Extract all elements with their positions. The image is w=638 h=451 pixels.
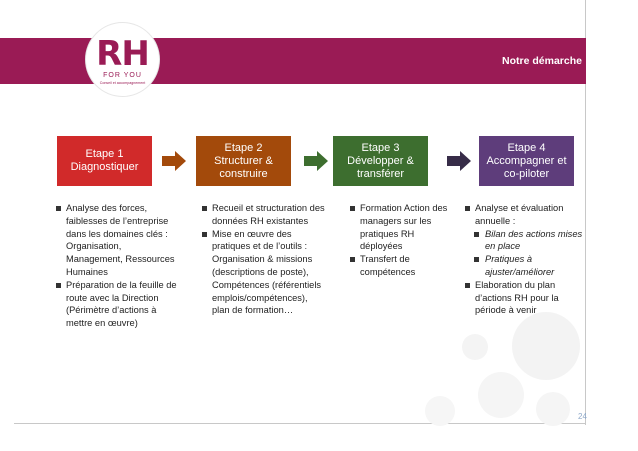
text-line: annuelle :: [475, 215, 516, 226]
text-line: Mise en œuvre des: [212, 228, 292, 239]
text-line: faiblesses de l’entreprise: [66, 215, 169, 226]
slide-title: Notre démarche: [502, 55, 582, 67]
bullet-square-icon: [202, 206, 207, 211]
text-line: ajuster/améliorer: [485, 266, 555, 277]
decorative-circle: [425, 396, 455, 426]
text-line: Humaines: [66, 266, 108, 277]
text-line: période à venir: [475, 305, 537, 316]
text-line: Bilan des actions mises: [485, 228, 583, 239]
sub-bullet-item: [465, 228, 583, 254]
text-line: déployées: [360, 241, 403, 252]
page-number: 24: [578, 412, 587, 421]
bullet-item: [56, 279, 192, 330]
text-line: Préparation de la feuille de: [66, 279, 177, 290]
text-line: Recueil et structuration des: [212, 203, 325, 213]
text-line: Management, Ressources: [66, 254, 175, 265]
step-3-box: [333, 136, 428, 186]
decorative-circle: [478, 372, 524, 418]
arrow-right-icon: [447, 151, 471, 171]
text-line: compétences: [360, 266, 416, 277]
bullet-square-icon: [56, 206, 61, 211]
text-line: Analyse des forces,: [66, 203, 148, 213]
step-4-line2: Accompagner et: [486, 154, 567, 167]
step-2-box: [196, 136, 291, 186]
bullet-square-icon: [202, 232, 207, 237]
bullet-square-icon: [465, 206, 470, 211]
text-line: mettre en œuvre): [66, 318, 138, 329]
text-line: Organisation & missions: [212, 254, 313, 265]
text-line: Organisation,: [66, 241, 122, 252]
text-line: Analyse et évaluation: [475, 203, 564, 213]
bullet-square-icon: [56, 283, 61, 288]
bullet-square-icon: [465, 283, 470, 288]
step-1-details: [56, 202, 192, 330]
step-2-line3: construire: [219, 167, 268, 180]
bullet-square-icon: [474, 257, 479, 262]
step-2-details: [202, 202, 342, 317]
text-line: d’actions RH pour la: [475, 292, 559, 303]
text-line: (Périmètre d’actions à: [66, 305, 157, 316]
text-line: Elaboration du plan: [475, 279, 556, 290]
arrow-right-icon: [304, 151, 328, 171]
decorative-circle: [462, 334, 488, 360]
step-3-details: [350, 202, 458, 279]
decorative-circle: [512, 312, 580, 380]
bullet-item: [202, 228, 342, 318]
text-line: Compétences (référentiels: [212, 279, 322, 290]
step-3-line1: Etape 3: [361, 141, 400, 154]
sub-bullet-item: [465, 253, 583, 279]
bullet-item: [56, 202, 192, 279]
rh-for-you-logo: [86, 23, 159, 96]
text-line: en place: [485, 241, 521, 252]
text-line: pratiques et de l’outils :: [212, 241, 308, 252]
bullet-square-icon: [350, 206, 355, 211]
text-line: plan de formation…: [212, 305, 294, 316]
bullet-item: [465, 279, 583, 317]
bullet-item: [350, 253, 458, 279]
decorative-circle: [536, 392, 570, 426]
text-line: route avec la Direction: [66, 292, 159, 303]
step-4-line3: co-piloter: [503, 167, 550, 180]
bullet-item: [350, 202, 458, 253]
text-line: emplois/compétences),: [212, 292, 308, 303]
text-line: Transfert de: [360, 254, 410, 265]
logo-tagline: Conseil et accompagnement: [99, 81, 146, 85]
arrow-right-icon: [162, 151, 186, 171]
text-line: Pratiques à: [485, 254, 533, 265]
step-1-box: [57, 136, 152, 186]
text-line: Formation Action des: [360, 203, 448, 213]
text-line: pratiques RH: [360, 228, 415, 239]
step-4-line1: Etape 4: [507, 141, 546, 154]
step-4-box: [479, 136, 574, 186]
text-line: données RH existantes: [212, 215, 309, 226]
step-3-line2: Développer &: [347, 154, 414, 167]
bullet-item: [465, 202, 583, 228]
step-1-line2: Diagnostiquer: [70, 161, 139, 173]
step-2-line1: Etape 2: [224, 141, 263, 154]
step-2-line2: Structurer &: [214, 154, 273, 167]
step-4-details: [465, 202, 583, 317]
bullet-square-icon: [474, 232, 479, 237]
step-3-line3: transférer: [356, 167, 405, 180]
bullet-square-icon: [350, 257, 355, 262]
step-1-line1: Etape 1: [85, 148, 124, 160]
logo-main-text: RH: [96, 34, 149, 74]
text-line: dans les domaines clés :: [66, 228, 168, 239]
bullet-item: [202, 202, 342, 228]
logo-sub-text: FOR YOU: [103, 72, 142, 79]
text-line: (descriptions de poste),: [212, 266, 309, 277]
bottom-border-line: [14, 423, 586, 424]
text-line: managers sur les: [360, 215, 432, 226]
